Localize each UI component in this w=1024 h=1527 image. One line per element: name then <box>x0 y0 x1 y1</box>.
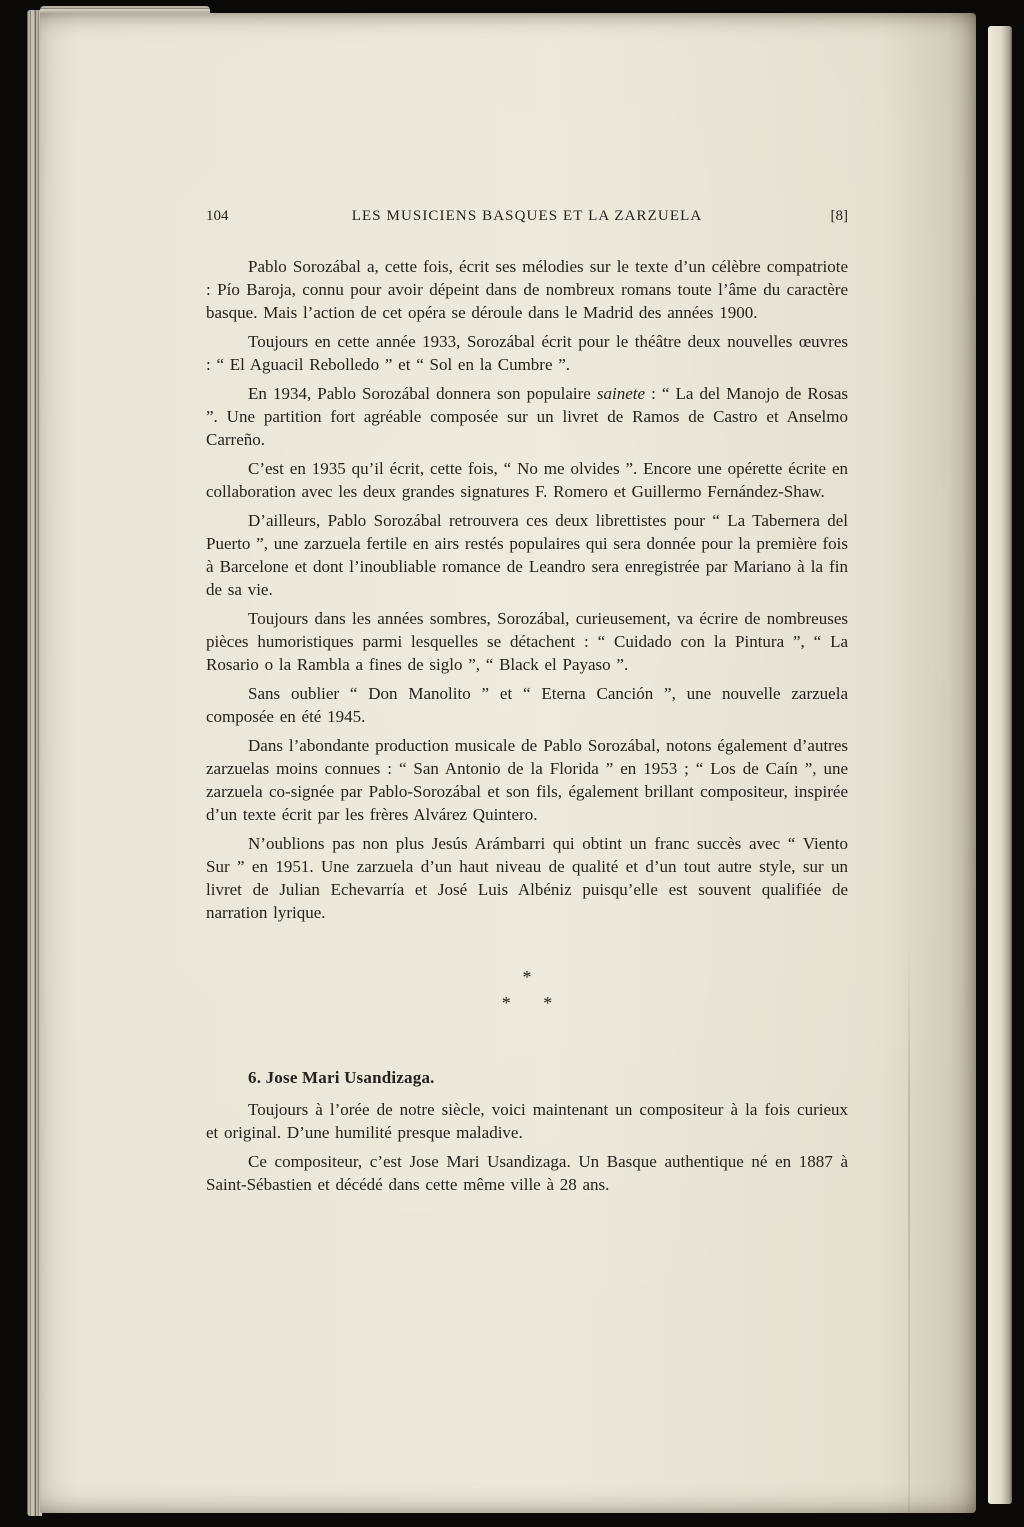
paragraph <box>206 255 848 324</box>
text-run: Toujours dans les années sombres, Sorozábal, curieusement, va écrire de nombreuses pièces humoristiques parmi lesquelles se détachent : “ Cuidado con la Pintura ”, “ La Rosario o la Rambla a fines de siglo ”, “ Black el Payaso ”. <box>206 609 848 674</box>
paragraph <box>206 330 848 376</box>
text-run: Sans oublier “ Don Manolito ” et “ Eterna Canción ”, une nouvelle zarzuela composée en été 1945. <box>206 684 848 726</box>
paragraph <box>206 509 848 601</box>
text-run: C’est en 1935 qu’il écrit, cette fois, “ No me olvides ”. Encore une opérette écrite en collaboration avec les deux grandes signatures F. Romero et Guillermo Fernández-Shaw. <box>206 459 848 501</box>
next-page-edge <box>988 26 1012 1504</box>
text-column <box>206 208 848 1202</box>
text-run: Ce compositeur, c’est Jose Mari Usandizaga. Un Basque authentique né en 1887 à Saint-Sébastien et décédé dans cette même ville à 28 ans. <box>206 1152 848 1194</box>
paragraph <box>206 832 848 924</box>
page-crease <box>908 943 910 1513</box>
asterisk: * <box>501 993 511 1013</box>
asterisk-row-top <box>206 964 848 990</box>
text-run: Toujours en cette année 1933, Sorozábal écrit pour le théâtre deux nouvelles œuvres : “ El Aguacil Rebolledo ” et “ Sol en la Cumbre ”. <box>206 332 848 374</box>
paragraph <box>206 457 848 503</box>
bracket-number: [8] <box>830 208 848 224</box>
text-run: : “ La del Manojo de Rosas ”. Une partition fort agréable composée sur un livret de Ramos de Castro et Anselmo Carreño. <box>206 384 848 449</box>
section-paragraphs <box>206 1098 848 1196</box>
book-page <box>40 13 976 1513</box>
paragraph <box>206 382 848 451</box>
paragraph <box>206 1150 848 1196</box>
text-run: sainete <box>596 384 646 403</box>
text-run: Toujours à l’orée de notre siècle, voici maintenant un compositeur à la fois curieux et original. D’une humilité presque maladive. <box>206 1100 848 1142</box>
body-paragraphs <box>206 255 848 924</box>
paragraph <box>206 734 848 826</box>
paragraph <box>206 1098 848 1144</box>
running-header <box>206 208 848 225</box>
asterisk: * <box>543 993 553 1013</box>
text-run: D’ailleurs, Pablo Sorozábal retrouvera ces deux librettistes pour “ La Tabernera del Puerto ”, une zarzuela fertile en airs restés populaires qui sera donnée pour la première fois à Barcelone et dont l’inoubliable romance de Leandro sera enregistrée par Mariano à la fin de sa vie. <box>206 511 848 599</box>
paragraph <box>206 682 848 728</box>
asterisk-separator <box>206 964 848 1016</box>
running-title: LES MUSICIENS BASQUES ET LA ZARZUELA <box>351 208 703 224</box>
text-run: N’oublions pas non plus Jesús Arámbarri qui obtint un franc succès avec “ Viento Sur ” en 1951. Une zarzuela d’un haut niveau de qualité et d’un tout autre style, sur un livret de Julian Echevarría et José Luis Albéniz puisqu’elle est souvent qualifiée de narration lyrique. <box>206 834 848 922</box>
page-number: 104 <box>206 208 229 224</box>
text-run: Pablo Sorozábal a, cette fois, écrit ses mélodies sur le texte d’un célèbre compatriote : Pío Baroja, connu pour avoir dépeint dans de nombreux romans toute l’âme du caractère basque. Mais l’action de cet opéra se déroule dans le Madrid des années 1900. <box>206 257 848 322</box>
text-run: Dans l’abondante production musicale de Pablo Sorozábal, notons également d’autres zarzuelas moins connues : “ San Antonio de la Florida ” en 1953 ; “ Los de Caín ”, une zarzuela co-signée par Pablo-Sorozábal et son fils, également brillant compositeur, inspirée d’un texte écrit par les frères Alvárez Quintero. <box>206 736 848 824</box>
text-run: En 1934, Pablo Sorozábal donnera son populaire <box>248 384 597 403</box>
section-heading: 6. Jose Mari Usandizaga. <box>248 1068 435 1087</box>
asterisk: * <box>522 967 532 987</box>
asterisk-row-bottom <box>206 990 848 1016</box>
paragraph <box>206 607 848 676</box>
